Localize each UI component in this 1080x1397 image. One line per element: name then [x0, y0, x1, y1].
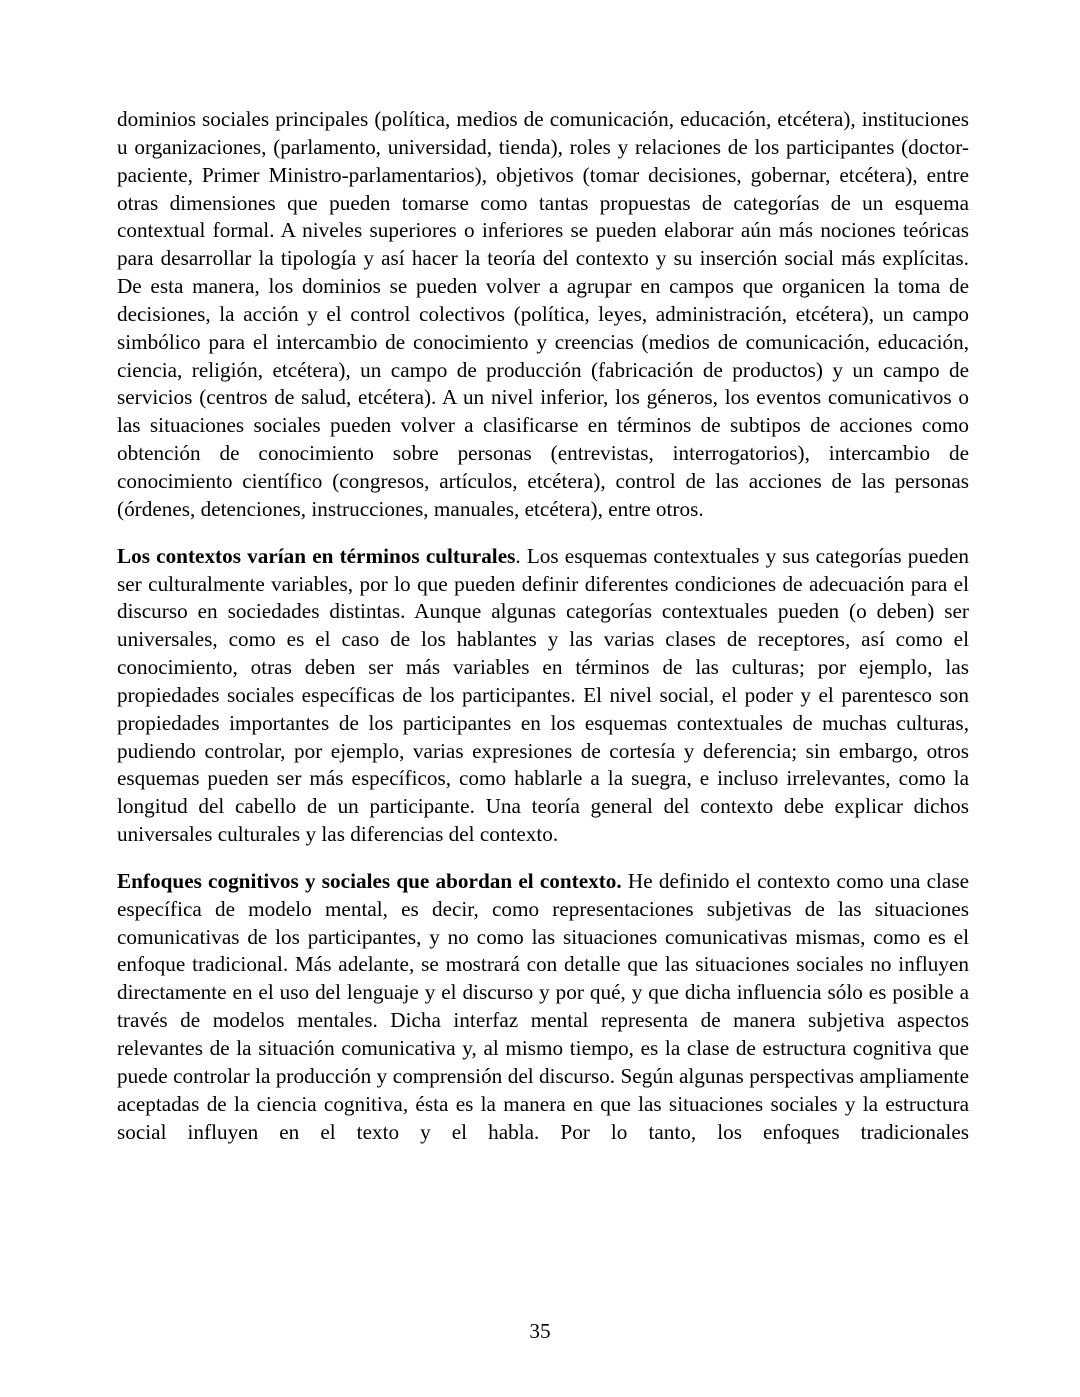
paragraph-cognitive-social-approaches-text: He definido el contexto como una clase específica de modelo mental, es decir, como representaciones subjetivas de las situaciones comunicativas de los participantes, y no como las situaciones comunicativas mismas, como es el enfoque tradicional. Más adelante, se mostrará con detalle que las situaciones sociales no influyen directamente en el uso del lenguaje y el discurso y por qué, y que dicha influencia sólo es posible a través de modelos mentales. Dicha interfaz mental representa de manera subjetiva aspectos relevantes de la situación comunicativa y, al mismo tiempo, es la clase de estructura cognitiva que puede controlar la producción y comprensión del discurso. Según algunas perspectivas ampliamente aceptadas de la ciencia cognitiva, ésta es la manera en que las situaciones sociales y la estructura social influyen en el texto y el habla. Por lo tanto, los enfoques tradicionales — [117, 868, 969, 1144]
paragraph-domains-text: dominios sociales principales (política, medios de comunicación, educación, etcétera), instituciones u organizaciones, (parlamento, universidad, tienda), roles y relaciones de los participantes (doctor-paciente, Primer Ministro-parlamentarios), objetivos (tomar decisiones, gobernar, etcétera), entre otras dimensiones que pueden tomarse como tantas propuestas de categorías de un esquema contextual formal. A niveles superiores o inferiores se pueden elaborar aún más nociones teóricas para desarrollar la tipología y así hacer la teoría del contexto y su inserción social más explícitas. De esta manera, los dominios se pueden volver a agrupar en campos que organicen la toma de decisiones, la acción y el control colectivos (política, leyes, administración, etcétera), un campo simbólico para el intercambio de conocimiento y creencias (medios de comunicación, educación, ciencia, religión, etcétera), un campo de producción (fabricación de productos) y un campo de servicios (centros de salud, etcétera). A un nivel inferior, los géneros, los eventos comunicativos o las situaciones sociales pueden volver a clasificarse en términos de subtipos de acciones como obtención de conocimiento sobre personas (entrevistas, interrogatorios), intercambio de conocimiento científico (congresos, artículos, etcétera), control de las acciones de las personas (órdenes, detenciones, instrucciones, manuales, etcétera), entre otros. — [117, 107, 969, 521]
paragraph-cultural-variation-lead: Los contextos varían en términos culturales — [117, 543, 516, 568]
page-number: 35 — [529, 1319, 551, 1343]
paragraph-cultural-variation — [117, 543, 969, 849]
paragraph-cognitive-social-approaches-lead: Enfoques cognitivos y sociales que abordan el contexto. — [117, 868, 622, 893]
paragraph-cultural-variation-text: . Los esquemas contextuales y sus categorías pueden ser culturalmente variables, por lo que pueden definir diferentes condiciones de adecuación para el discurso en sociedades distintas. Aunque algunas categorías contextuales pueden (o deben) ser universales, como es el caso de los hablantes y las varias clases de receptores, así como el conocimiento, otras deben ser más variables en términos de las culturas; por ejemplo, las propiedades sociales específicas de los participantes. El nivel social, el poder y el parentesco son propiedades importantes de los participantes en los esquemas contextuales de muchas culturas, pudiendo controlar, por ejemplo, varias expresiones de cortesía y deferencia; sin embargo, otros esquemas pueden ser más específicos, como hablarle a la suegra, e incluso irrelevantes, como la longitud del cabello de un participante. Una teoría general del contexto debe explicar dichos universales culturales y las diferencias del contexto. — [117, 543, 969, 847]
paragraph-domains — [117, 106, 969, 524]
paragraph-cognitive-social-approaches — [117, 868, 969, 1174]
text-column — [117, 106, 969, 1174]
